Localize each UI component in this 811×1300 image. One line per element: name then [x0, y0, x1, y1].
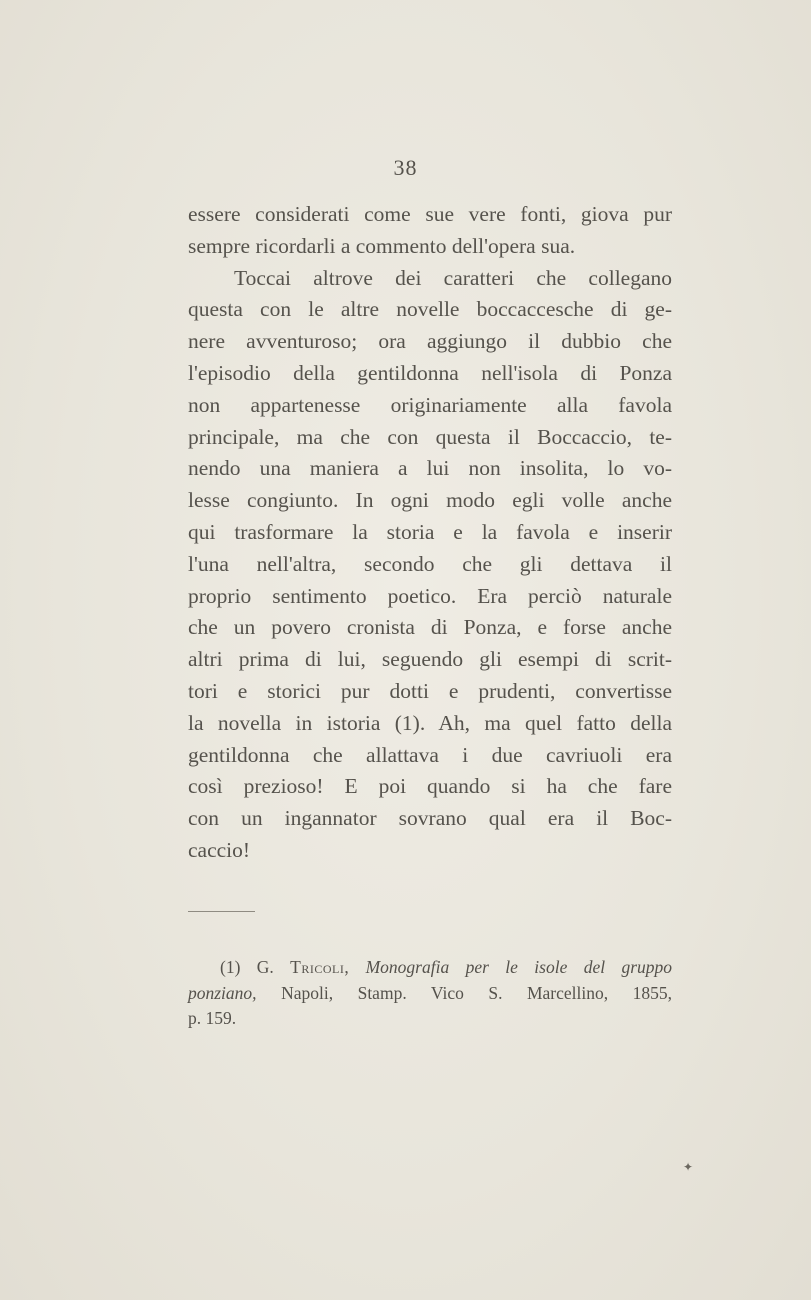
text-line: principale, ma che con questa il Boccaccio, te-: [188, 424, 672, 449]
text-line: non appartenesse originariamente alla favola: [188, 392, 672, 417]
footnote-line: [188, 981, 672, 1007]
text-line: Toccai altrove dei caratteri che collegano: [234, 265, 672, 290]
text-line: con un ingannator sovrano qual era il Boc-: [188, 806, 672, 831]
text-line: essere considerati come sue vere fonti, giova pur: [188, 202, 672, 226]
text-line: così prezioso! E poi quando si ha che fare: [188, 774, 672, 799]
text-line: caccio!: [188, 837, 251, 862]
text-line: lesse congiunto. In ogni modo egli volle anche: [188, 488, 672, 513]
text-line: sempre ricordarli a commento dell'opera sua.: [188, 233, 576, 258]
footnote-publisher: Napoli, Stamp. Vico S. Marcellino, 1855,: [281, 982, 673, 1003]
footnote-author: Tricoli,: [290, 957, 350, 977]
footnote-title: Monografia per le isole del gruppo: [365, 957, 673, 977]
footnote-marker: (1): [220, 957, 241, 977]
text-line: proprio sentimento poetico. Era perciò naturale: [188, 583, 672, 608]
text-line: che un povero cronista di Ponza, e forse anche: [188, 615, 672, 640]
text-line: gentildonna che allattava i due cavriuoli era: [188, 742, 672, 767]
text-line: tori e storici pur dotti e prudenti, convertisse: [188, 678, 672, 703]
text-line: qui trasformare la storia e la favola e inserir: [188, 519, 672, 544]
text-line: questa con le altre novelle boccaccesche di ge-: [188, 297, 672, 322]
corner-mark-icon: ✦: [683, 1160, 694, 1174]
text-line: l'episodio della gentildonna nell'isola di Ponza: [188, 360, 672, 385]
body-text: [188, 199, 672, 867]
text-line: altri prima di lui, seguendo gli esempi di scrit-: [188, 647, 672, 672]
text-line: nere avventuroso; ora aggiungo il dubbio che: [188, 329, 672, 354]
page-number: 38: [393, 155, 418, 180]
footnote-line: [188, 955, 672, 981]
text-line: la novella in istoria (1). Ah, ma quel fatto della: [188, 710, 672, 735]
footnote: [188, 955, 672, 1032]
footnote-title-cont: ponziano,: [188, 982, 257, 1003]
footnote-line: p. 159.: [188, 1008, 237, 1028]
text-line: nendo una maniera a lui non insolita, lo vo-: [188, 456, 672, 481]
text-line: l'una nell'altra, secondo che gli dettava il: [188, 551, 672, 576]
footnote-author-initial: G.: [256, 957, 274, 977]
footnote-divider: [188, 911, 255, 912]
